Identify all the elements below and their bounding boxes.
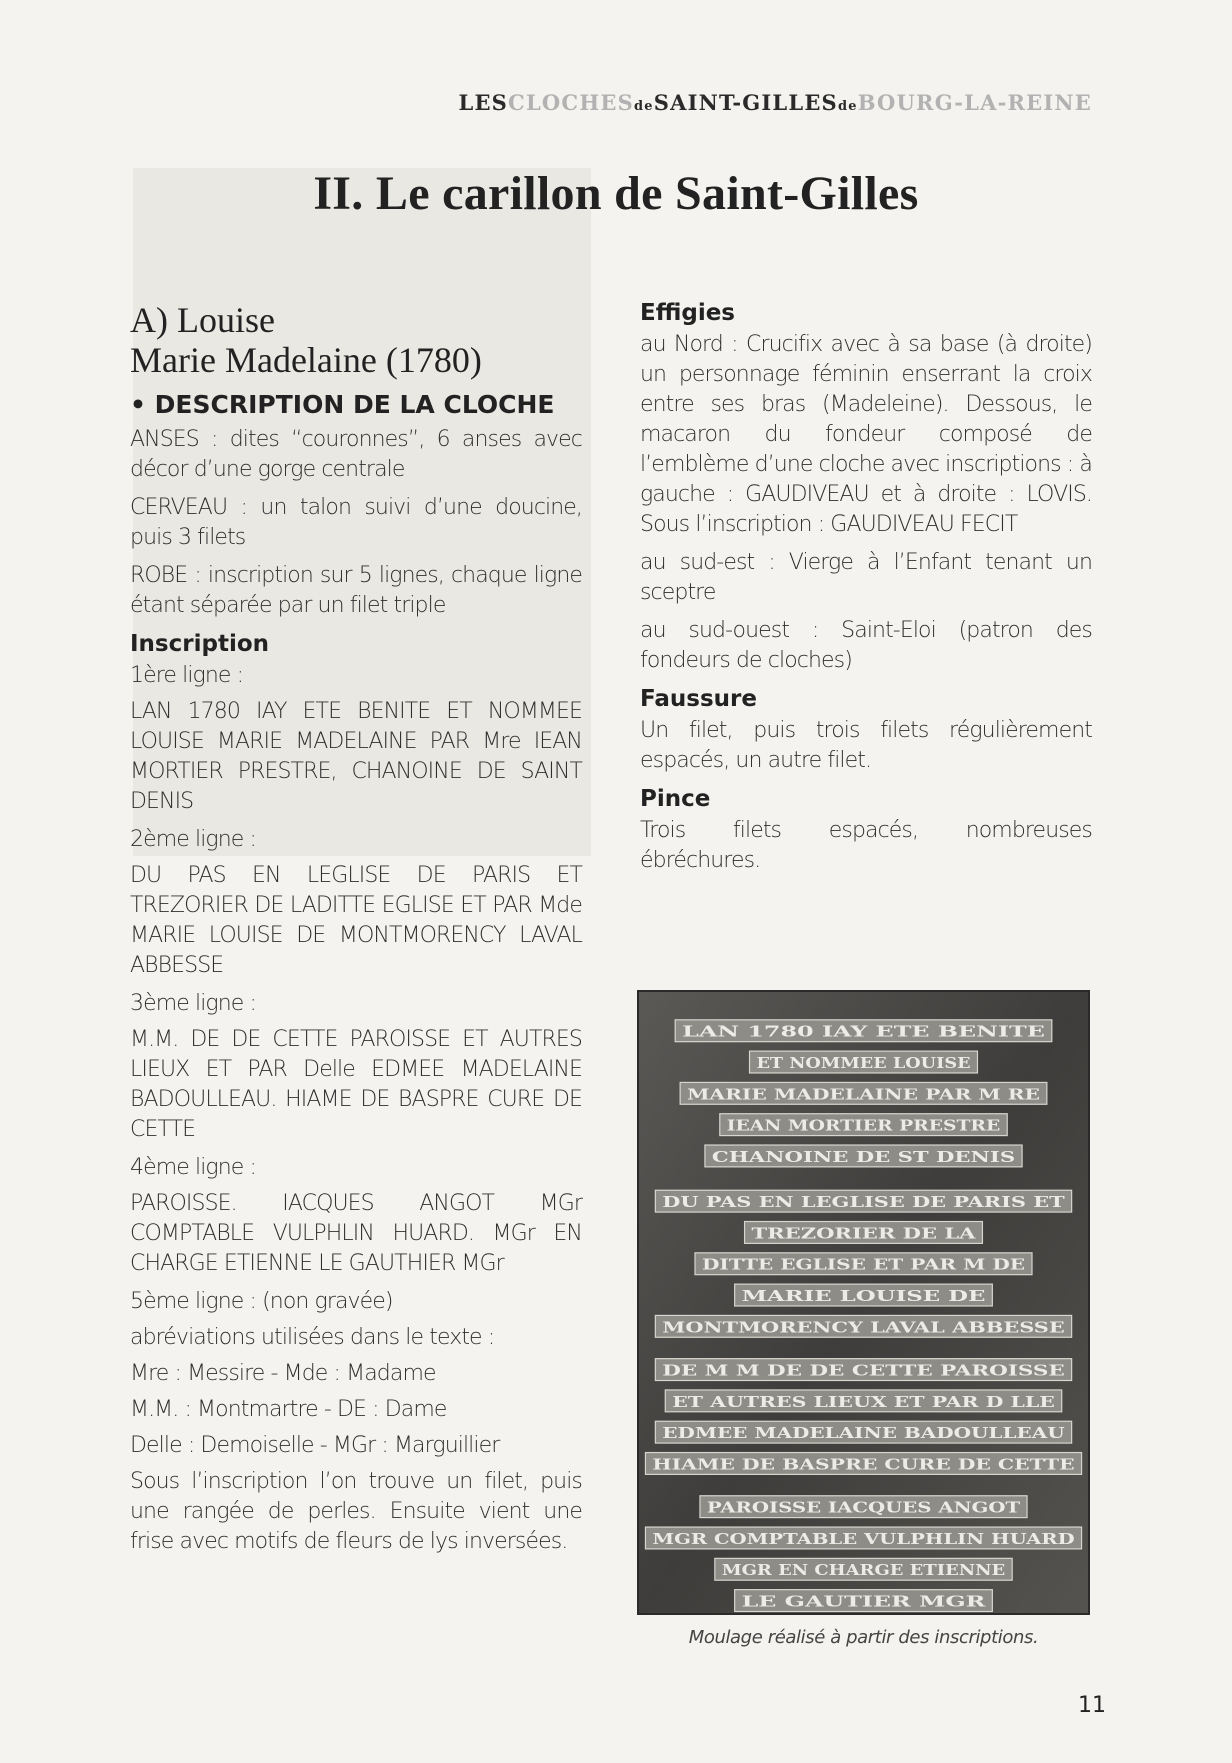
sud-ouest-paragraph: au sud-ouest : Saint-Eloi (patron des fondeurs de cloches)	[640, 618, 1092, 673]
robe-paragraph: ROBE : inscription sur 5 lignes, chaque ligne étant séparée par un filet triple	[130, 563, 582, 618]
page-title: II. Le carillon de Saint-Gilles	[313, 167, 919, 220]
line1-label: 1ère ligne :	[130, 663, 244, 688]
section-title-line-2: Marie Madelaine (1780)	[130, 340, 482, 380]
inscription-cast-photo	[637, 990, 1090, 1615]
header-cloches: CLOCHES	[508, 90, 634, 115]
header-de-1: de	[633, 99, 654, 114]
plaque-row-text: LE GAUTIER MGR	[741, 1592, 987, 1611]
plaque-row-text: CHANOINE DE ST DENIS	[711, 1147, 1016, 1166]
plaque-row-text: MGR COMPTABLE VULPHLIN HUARD	[652, 1529, 1075, 1548]
header-saint-gilles: SAINT-GILLES	[653, 90, 838, 115]
inscription-label: Inscription	[130, 631, 269, 657]
abbreviation-3: Delle : Demoiselle - MGr : Marguillier	[130, 1433, 500, 1458]
plaque-row-text: MONTMORENCY LAVAL ABBESSE	[662, 1318, 1065, 1337]
right-column	[640, 300, 1092, 884]
line3-label: 3ème ligne :	[130, 991, 257, 1016]
description-heading: • DESCRIPTION DE LA CLOCHE	[130, 390, 555, 419]
faussure-paragraph: Un filet, puis trois filets régulièrement espacés, un autre filet.	[640, 718, 1092, 773]
header-les: LES	[458, 90, 509, 115]
cerveau-paragraph: CERVEAU : un talon suivi d’une doucine, puis 3 filets	[130, 495, 582, 550]
line2-text: DU PAS EN LEGLISE DE PARIS ET TREZORIER DE LADITTE EGLISE ET PAR Mde MARIE LOUISE DE MONTMORENCY LAVAL ABBESSE	[130, 863, 582, 978]
plaque-row-text: IEAN MORTIER PRESTRE	[726, 1116, 1001, 1135]
plaque-row-text: DU PAS EN LEGLISE DE PARIS ET	[662, 1193, 1065, 1212]
header-de-2: de	[837, 99, 858, 114]
line2-label: 2ème ligne :	[130, 827, 257, 852]
sud-est-paragraph: au sud-est : Vierge à l’Enfant tenant un sceptre	[640, 550, 1092, 605]
plaque-row-text: LAN 1780 IAY ETE BENITE	[682, 1022, 1045, 1041]
pince-label: Pince	[640, 786, 711, 812]
line4-text: PAROISSE. IACQUES ANGOT MGr COMPTABLE VULPHLIN HUARD. MGr EN CHARGE ETIENNE LE GAUTHIER MGr	[130, 1191, 582, 1276]
line3-text: M.M. DE DE CETTE PAROISSE ET AUTRES LIEUX ET PAR Delle EDMEE MADELAINE BADOULLEAU. HIAME DE BASPRE CURE DE CETTE	[130, 1027, 582, 1142]
plaque-row-text: DE M M DE DE CETTE PAROISSE	[662, 1361, 1065, 1380]
plaque-row-text: EDMEE MADELAINE BADOULLEAU	[662, 1424, 1065, 1443]
closing-paragraph: Sous l’inscription l’on trouve un filet, puis une rangée de perles. Ensuite vient une frise avec motifs de fleurs de lys inversées.	[130, 1469, 582, 1554]
running-header	[459, 90, 1093, 115]
plaque-row-text: MARIE LOUISE DE	[741, 1286, 986, 1306]
header-bourg: BOURG-LA-REINE	[857, 90, 1092, 115]
plaque-row-text: ET AUTRES LIEUX ET PAR D LLE	[672, 1392, 1055, 1411]
plaque-row-text: TREZORIER DE LA	[751, 1224, 977, 1243]
pince-paragraph: Trois filets espacés, nombreuses ébréchures.	[640, 818, 1092, 873]
plaque-row-text: MGR EN CHARGE ETIENNE	[721, 1561, 1006, 1580]
plaque-row-text: HIAME DE BASPRE CURE DE CETTE	[652, 1455, 1075, 1474]
page-number: 11	[1078, 1693, 1106, 1718]
abbreviation-2: M.M. : Montmartre - DE : Dame	[130, 1397, 447, 1422]
photo-caption: Moulage réalisé à partir des inscriptions.	[688, 1627, 1039, 1648]
line1-text: LAN 1780 IAY ETE BENITE ET NOMMEE LOUISE MARIE MADELAINE PAR Mre IEAN MORTIER PRESTRE, CHANOINE DE SAINT DENIS	[130, 699, 582, 814]
line4-label: 4ème ligne :	[130, 1155, 257, 1180]
effigies-paragraph: au Nord : Crucifix avec à sa base (à droite) un personnage féminin enserrant la croix entre ses bras (Madeleine). Dessous, le macaron du fondeur composé de l’emblème d’une cloche avec inscriptions : à gauche : GAUDIVEAU et à droite : LOVIS. Sous l’inscription : GAUDIVEAU FECIT	[640, 332, 1092, 537]
section-title	[130, 300, 582, 380]
plaque-row-text: PAROISSE IACQUES ANGOT	[706, 1498, 1021, 1517]
anses-paragraph: ANSES : dites “couronnes”, 6 anses avec décor d’une gorge centrale	[130, 427, 582, 482]
abbreviation-1: Mre : Messire - Mde : Madame	[130, 1361, 436, 1386]
faussure-label: Faussure	[640, 686, 757, 712]
plaque-row-text: MARIE MADELAINE PAR M RE	[687, 1085, 1040, 1104]
plaque-row-text: ET NOMMEE LOUISE	[756, 1053, 971, 1073]
effigies-label: Effigies	[640, 300, 735, 326]
abbreviations-intro: abréviations utilisées dans le texte :	[130, 1325, 495, 1350]
line5-label: 5ème ligne : (non gravée)	[130, 1289, 393, 1314]
left-column	[130, 300, 582, 1565]
plaque-row-text: DITTE EGLISE ET PAR M DE	[701, 1255, 1026, 1274]
plaque-image	[639, 992, 1088, 1613]
section-title-line-1: A) Louise	[130, 300, 275, 340]
